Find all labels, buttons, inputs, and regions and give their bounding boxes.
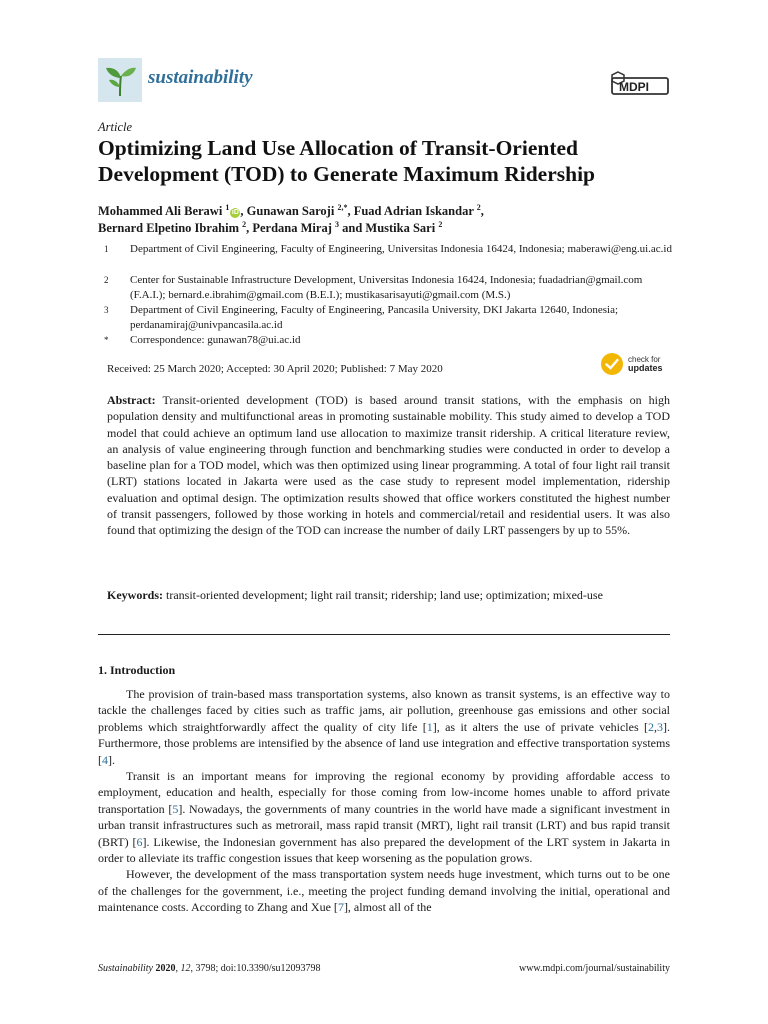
- paragraph: [98, 768, 670, 866]
- abstract-label: Abstract:: [107, 393, 156, 407]
- affiliation-text: Department of Civil Engineering, Faculty of Engineering, Universitas Indonesia 16424, Indonesia; maberawi@eng.ui.ac.id: [130, 243, 672, 255]
- citation-link[interactable]: 3: [656, 719, 663, 734]
- affiliation-text: Correspondence: gunawan78@ui.ac.id: [130, 334, 301, 346]
- text-run: ], as it alters the use of private vehicles [: [432, 719, 648, 734]
- text-run: ], almost all of the: [343, 900, 432, 915]
- paragraph: [98, 866, 670, 915]
- author-affil: 3: [335, 219, 339, 229]
- citation-link[interactable]: 4: [102, 752, 108, 767]
- citation-link[interactable]: 1: [426, 719, 433, 734]
- text-run: ,: [653, 719, 657, 734]
- author-sep: and: [339, 221, 366, 235]
- affiliation-mark: 3: [104, 305, 109, 315]
- affiliation-mark: *: [104, 335, 109, 345]
- affiliation-text: Department of Civil Engineering, Faculty of Engineering, Pancasila University, DKI Jakarta 12640, Indonesia; perdanamiraj@univpancasila.ac.id: [130, 304, 619, 331]
- footer-journal: Sustainability: [98, 963, 153, 974]
- journal-logo: [98, 58, 142, 102]
- check-for-updates[interactable]: [600, 352, 663, 376]
- leaf-icon: [98, 58, 142, 102]
- footer-year: 2020: [155, 963, 176, 974]
- affiliation-text: Center for Sustainable Infrastructure Development, Universitas Indonesia 16424, Indonesia; fuadadrian@gmail.com (F.A.I.); bernard.e.ibrahim@gmail.com (B.E.I.); mustikasarisayuti@gmail.com (M.S.): [130, 274, 643, 301]
- citation-link[interactable]: 6: [136, 834, 143, 849]
- journal-name: sustainability: [148, 67, 253, 88]
- section-heading: 1. Introduction: [98, 663, 176, 677]
- author-sep: ,: [480, 204, 484, 218]
- text-run: ]. Furthermore, those problems are intensified by the absence of land use integration and effective transportation systems [: [98, 719, 670, 767]
- citation-link[interactable]: 5: [172, 801, 179, 816]
- citation-link[interactable]: 7: [337, 900, 344, 915]
- author-list: [98, 203, 678, 237]
- abstract-text: Transit-oriented development (TOD) is based around transit stations, with the emphasis on high population density and multifunctional areas in promoting sustainable mobility. This study aimed to develop a TOD model that could achieve an optimum land use allocation to maximize transit ridership. A critical literature review, an analysis of value engineering through function and benchmarking studies were conducted in order to develop a baseline plan for a TOD model, which was then optimized using linear programming. A total of four light rail transit (LRT) stations located in Jakarta were used as the case study to represent model implementation, ridership evaluation and optimal design. The optimization results showed that office workers constituted the highest number of transit passengers, followed by those working in hotels and commercial/retail and residential users. It was also found that optimizing the design of the TOD can increase the number of daily LRT passengers by up to 55%.: [107, 393, 670, 538]
- footer-citation: Sustainability 2020, 12, 3798; doi:10.3390/su12093798: [98, 963, 321, 974]
- author-name[interactable]: Fuad Adrian Iskandar: [353, 204, 474, 218]
- text-run: Transit is an important means for improving the regional economy by providing affordable access to employment, education and health, especially for those coming from low-income homes unable to afford private transportation [: [98, 769, 670, 816]
- keywords-text: transit-oriented development; light rail transit; ridership; land use; optimization; mixed-use: [166, 588, 603, 602]
- author-affil: 2: [438, 219, 443, 229]
- publisher-logo: [610, 70, 670, 98]
- check-updates-icon: [600, 352, 624, 376]
- author-name[interactable]: Mustika Sari: [365, 221, 436, 235]
- text-run: ]. Nowadays, the governments of many countries in the world have made a significant investment in urban transit infrastructures such as metrorail, mass rapid transit (MRT), light rail transit (LRT) and bus rapid transit (BRT) [: [98, 801, 670, 849]
- author-name[interactable]: Perdana Miraj: [252, 221, 332, 235]
- correspondence: [98, 333, 673, 348]
- keywords-label: Keywords:: [107, 588, 163, 602]
- paragraph: [98, 686, 670, 768]
- text-run: ]. Likewise, the Indonesian government has also prepared the development of the LRT system in Jakarta in order to alleviate its traffic congestion issues that keep worsening as the population grows.: [98, 834, 670, 866]
- citation-link[interactable]: 2: [647, 719, 654, 734]
- affiliation-mark: 1: [104, 244, 109, 254]
- footer-volume: 12: [180, 963, 191, 974]
- author-affil: 2: [242, 219, 247, 229]
- affiliation: [98, 303, 673, 333]
- affiliation: [98, 273, 673, 303]
- text-run: ].: [108, 752, 115, 767]
- article-type: Article: [98, 120, 133, 134]
- check-line2: updates: [628, 363, 663, 373]
- author-affil: 2,*: [337, 202, 348, 212]
- author-affil: 2: [476, 202, 481, 212]
- author-sep: ,: [246, 221, 253, 235]
- publisher-name: MDPI: [619, 80, 649, 94]
- author-name[interactable]: Gunawan Saroji: [246, 204, 335, 218]
- author-name[interactable]: Bernard Elpetino Ibrahim: [98, 221, 239, 235]
- affiliation: [98, 242, 673, 257]
- author-sep: ,: [347, 204, 354, 218]
- section-divider: [98, 634, 670, 635]
- footer-url[interactable]: www.mdpi.com/journal/sustainability: [518, 963, 670, 974]
- paper-title: Optimizing Land Use Allocation of Transit-Oriented Development (TOD) to Generate Maximum Ridership: [98, 136, 596, 186]
- text-run: However, the development of the mass transportation system needs huge investment, which turns out to be one of the challenges for the government, i.e., meeting the project funding demand involving the initial, operational and maintenance costs. According to Zhang and Xue [: [98, 867, 670, 915]
- check-line1: check for: [628, 355, 661, 364]
- abstract: [107, 392, 670, 539]
- keywords: [107, 587, 670, 603]
- author-affil: 1: [225, 202, 230, 212]
- footer-doi[interactable]: , 3798; doi:10.3390/su12093798: [190, 963, 321, 974]
- author-name[interactable]: Mohammed Ali Berawi: [98, 204, 223, 218]
- publication-dates: Received: 25 March 2020; Accepted: 30 April 2020; Published: 7 May 2020: [107, 363, 443, 375]
- orcid-icon[interactable]: iD: [231, 209, 239, 216]
- text-run: The provision of train-based mass transportation systems, also known as transit systems, is an effective way to tackle the challenges faced by cities such as traffic jams, air pollution, greenhouse gas emissions and other social problems which straightforwardly affect the quality of city life [: [98, 687, 670, 734]
- affiliation-mark: 2: [104, 275, 109, 285]
- body-text: [98, 686, 670, 916]
- author-sep: ,: [240, 204, 247, 218]
